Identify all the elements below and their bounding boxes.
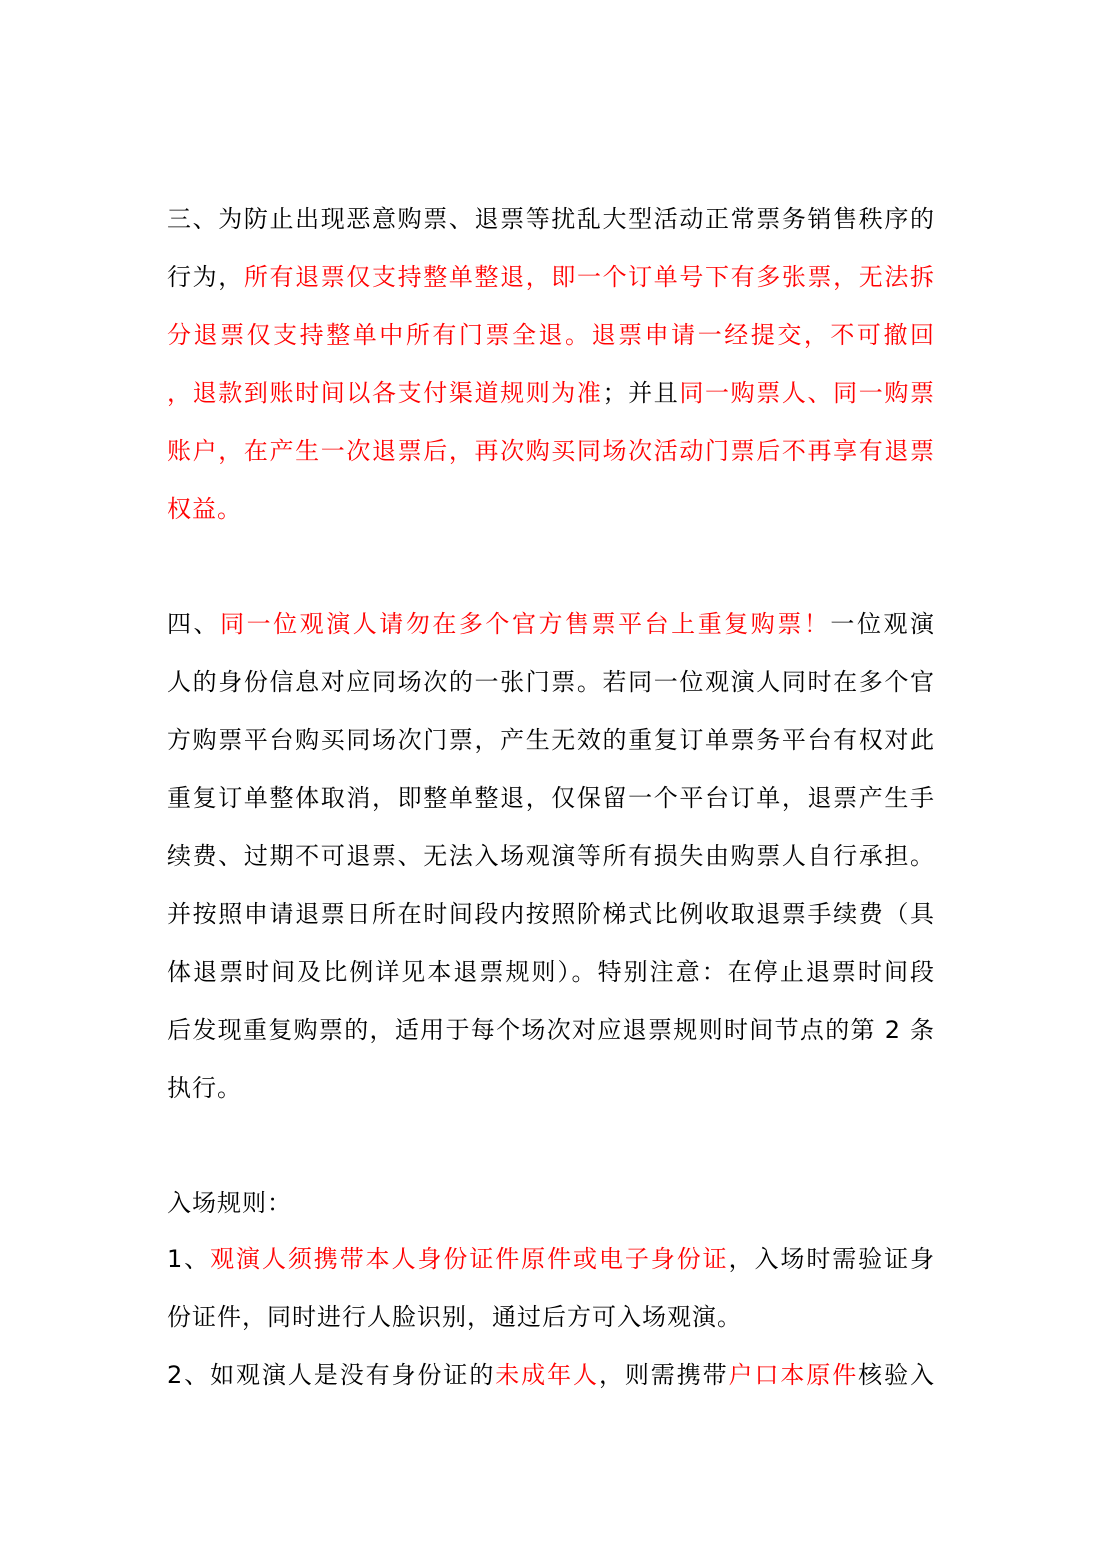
body-text: 体退票时间及比例详见本退票规则）。特别注意：在停止退票时间段	[167, 958, 935, 986]
section3-line	[167, 489, 935, 529]
body-text: 人的身份信息对应同场次的一张门票。若同一位观演人同时在多个官	[167, 668, 935, 696]
section4-line	[167, 720, 935, 760]
entry-rules-line	[167, 1355, 935, 1395]
body-text: 续费、过期不可退票、无法入场观演等所有损失由购票人自行承担。	[167, 842, 935, 870]
body-text: 一位观演	[830, 610, 936, 638]
section4-line	[167, 1068, 935, 1108]
body-text: ；并且	[602, 379, 680, 407]
section4-line	[167, 894, 935, 934]
highlighted-text: 户口本原件	[728, 1361, 859, 1389]
highlighted-text: 账户，在产生一次退票后，再次购买同场次活动门票后不再享有退票	[167, 437, 935, 465]
body-text: 四、	[167, 610, 221, 638]
section4-line	[167, 952, 935, 992]
section3-line	[167, 373, 935, 413]
highlighted-text: 分退票仅支持整单中所有门票全退。退票申请一经提交，不可撤回	[167, 321, 935, 349]
highlighted-text: 未成年人	[495, 1361, 599, 1389]
section4-line	[167, 836, 935, 876]
section3-line	[167, 199, 935, 239]
body-text: 并按照申请退票日所在时间段内按照阶梯式比例收取退票手续费（具	[167, 900, 935, 928]
highlighted-text: ，退款到账时间以各支付渠道规则为准	[167, 379, 603, 407]
section4-line	[167, 662, 935, 702]
section3-line	[167, 257, 935, 297]
highlighted-text: 同一位观演人请勿在多个官方售票平台上重复购票！	[220, 610, 831, 638]
body-text: 方购票平台购买同场次门票，产生无效的重复订单票务平台有权对此	[167, 726, 935, 754]
entry-rules-line	[167, 1297, 935, 1337]
body-text: 重复订单整体取消，即整单整退，仅保留一个平台订单，退票产生手	[167, 784, 935, 812]
section3-line	[167, 315, 935, 355]
body-text: 执行。	[167, 1074, 242, 1102]
body-text: 行为，	[167, 263, 244, 291]
body-text: 1、	[167, 1245, 211, 1273]
body-text: 份证件，同时进行人脸识别，通过后方可入场观演。	[167, 1303, 742, 1331]
highlighted-text: 所有退票仅支持整单整退，即一个订单号下有多张票，无法拆	[243, 263, 936, 291]
entry-rules-line	[167, 1239, 935, 1279]
section4-line	[167, 778, 935, 818]
highlighted-text: 同一购票人、同一购票	[679, 379, 936, 407]
body-text: 后发现重复购票的，适用于每个场次对应退票规则时间节点的第 2 条	[167, 1016, 935, 1044]
section3-line	[167, 431, 935, 471]
body-text: ，入场时需验证身	[728, 1245, 936, 1273]
highlighted-text: 观演人须携带本人身份证件原件或电子身份证	[210, 1245, 729, 1273]
body-text: ，则需携带	[598, 1361, 729, 1389]
highlighted-text: 权益。	[167, 495, 242, 523]
body-text: 核验入	[858, 1361, 935, 1389]
body-text: 2、如观演人是没有身份证的	[167, 1361, 496, 1389]
section4-line	[167, 604, 935, 644]
section4-line	[167, 1010, 935, 1050]
entry-rules-heading: 入场规则：	[167, 1189, 292, 1217]
body-text: 三、为防止出现恶意购票、退票等扰乱大型活动正常票务销售秩序的	[167, 205, 935, 233]
